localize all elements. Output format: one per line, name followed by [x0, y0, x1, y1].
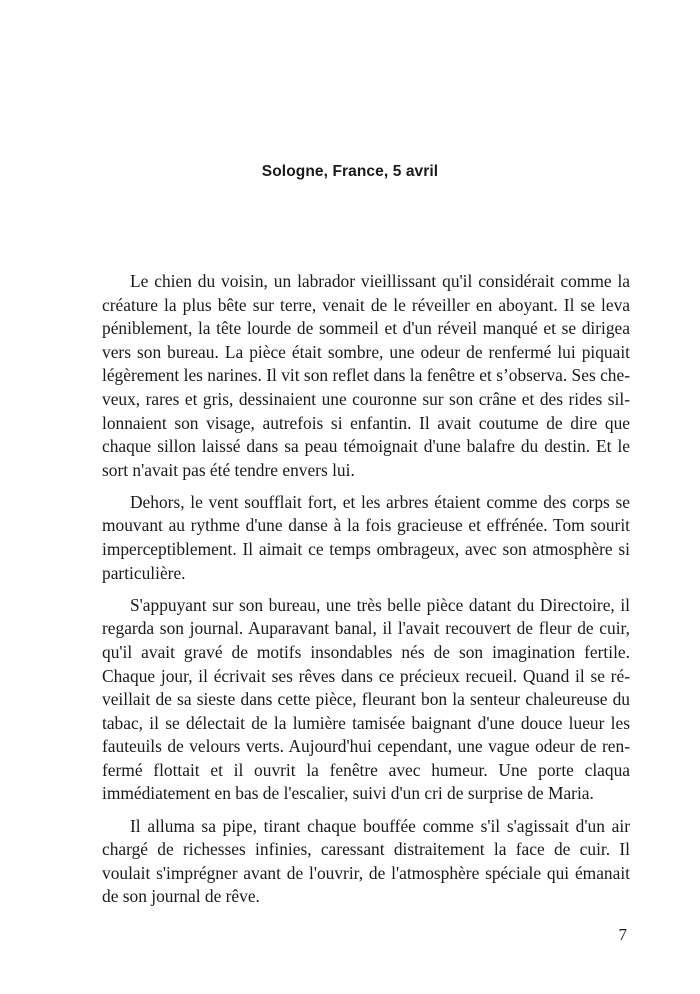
body-text: [102, 270, 630, 917]
paragraph: Dehors, le vent soufflait fort, et les arbres étaient comme des corps se mouvant au rythme d'une danse à la fois gracieuse et effrénée. Tom sourit imperceptiblement. Il aimait ce temps ombrageux, avec son atmosphère si particulière.: [102, 491, 630, 583]
paragraph: S'appuyant sur son bureau, une très belle pièce datant du Directoire, il regarda son journal. Auparavant banal, il l'avait recouvert de fleur de cuir, qu'il avait gravé de motifs insondables nés de son imagination fertile. Chaque jour, il écrivait ses rêves dans ce précieux recueil. Quand il se réveillait de sa sieste dans cette pièce, fleurant bon la senteur chaleureuse du tabac, il se délectait de la lumière tamisée baignant d'une douce lueur les fauteuils de velours verts. Aujourd'hui cependant, une vague odeur de renfermé flottait et il ouvrit la fenêtre avec humeur. Une porte claqua immédiatement en bas de l'escalier, suivi d'un cri de surprise de Maria.: [102, 594, 630, 804]
chapter-heading: Sologne, France, 5 avril: [261, 163, 439, 180]
page-number: 7: [618, 925, 627, 944]
paragraph: Le chien du voisin, un labrador vieillissant qu'il considérait comme la créature la plus bête sur terre, venait de le réveiller en aboyant. Il se leva péniblement, la tête lourde de sommeil et d'un réveil manqué et se dirigea vers son bureau. La pièce était sombre, une odeur de renfermé lui piquait légèrement les narines. Il vit son reflet dans la fenêtre et s’observa. Ses cheveux, rares et gris, dessinaient une couronne sur son crâne et des rides sillonnaient son visage, autrefois si enfantin. Il avait coutume de dire que chaque sillon laissé dans sa peau témoignait d'une balafre du destin. Et le sort n'avait pas été tendre envers lui.: [102, 271, 630, 480]
paragraph: Il alluma sa pipe, tirant chaque bouffée comme s'il s'agissait d'un air chargé de richesses infinies, caressant distraitement la face de cuir. Il voulait s'imprégner avant de l'ouvrir, de l'atmosphère spéciale qui émanait de son journal de rêve.: [102, 815, 630, 907]
